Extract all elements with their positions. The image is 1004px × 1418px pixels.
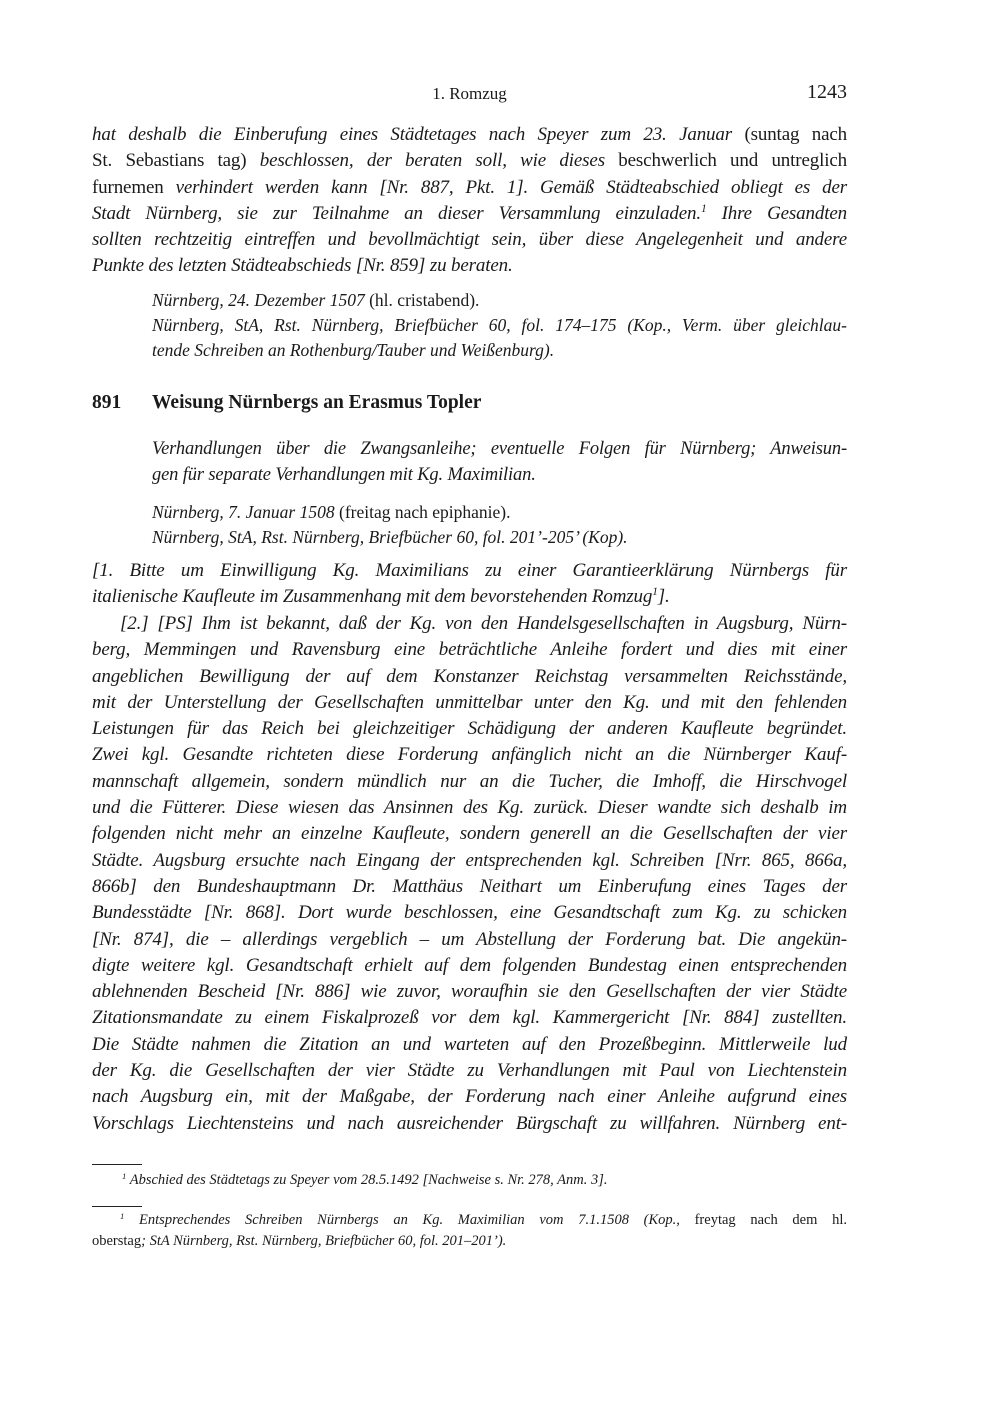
text-line [92,953,847,979]
italic-text: [2.] [PS] Ihm ist bekannt, daß der Kg. von den Handelsgesellschaften in Augsburg, Nürn- [120,613,847,634]
italic-text: Die Städte nahmen die Zitation an und warteten auf den Prozeßbeginn. Mittlerweile lud [92,1033,847,1055]
italic-text: [1. Bitte um Einwilligung Kg. Maximilians zu einer Garantieerklärung Nürnbergs für [92,560,847,581]
italic-text: tende Schreiben an Rothenburg/Tauber und Weißenburg). [152,340,555,360]
text-line [152,288,847,313]
italic-text: angeblichen Bewilligung der auf dem Konstanzer Reichstag versammelten Reichsstände, [92,665,847,687]
document-number: 891 [92,392,122,413]
text-line [92,927,847,953]
roman-text: freytag nach dem hl. [679,1212,848,1228]
document-title: Weisung Nürnbergs an Erasmus Topler [152,392,482,413]
italic-text: ]. [657,586,670,608]
italic-text: Nürnberg, 7. Januar 1508 [152,502,335,522]
text-line [92,979,847,1005]
italic-text: nach Augsburg ein, mit der Maßgabe, der Forderung nach einer Anleihe aufgrund eines [92,1086,847,1108]
roman-text: furnemen [92,176,176,198]
italic-text: berg, Memmingen und Ravensburg eine beträchtliche Anleihe fordert und dies mit einer [92,639,847,661]
italic-text: mit der Unterstellung der Gesellschaften unmittelbar unter den Kg. und mit den fehlenden [92,691,847,713]
text-line [92,1032,847,1058]
text-line [92,848,847,874]
text-line [92,1058,847,1084]
text-line [152,525,847,550]
italic-text: Nürnberg, StA, Rst. Nürnberg, Briefbücher 60, fol. 201’-205’ (Kop). [152,527,628,547]
italic-text: [Nr. 874], die – allerdings vergeblich – um Abstellung der Forderung bat. Die angekün- [92,928,847,950]
text-line [92,611,847,637]
italic-text: Stadt Nürnberg, sie zur Teilnahme an dieser Versammlung einzuladen. [92,202,701,224]
footnote-marker: 1 [122,1170,127,1181]
italic-text: italienische Kaufleute im Zusammenhang mit dem bevorstehenden Romzug [92,586,653,608]
text-line [92,584,847,610]
italic-text: Ihre Gesandten [706,202,847,224]
italic-text: Zitationsmandate zu einem Fiskalprozeß vor dem kgl. Kammergericht [Nr. 884] zustellten. [92,1007,847,1029]
footnote-marker: 1 [120,1210,125,1221]
text-line [92,664,847,690]
italic-text: mannschaft allgemein, sondern mündlich nur an die Tucher, die Imhoff, die Hirschvogel [92,770,847,792]
text-line [92,1005,847,1031]
paragraph-1 [92,558,847,611]
italic-text: Nürnberg, StA, Rst. Nürnberg, Briefbücher 60, fol. 174–175 (Kop., Verm. über gleichlau- [152,315,847,335]
italic-text: digte weitere kgl. Gesandtschaft erhielt auf dem folgenden Bundestag einen entsprechenden [92,954,847,976]
text-line [92,637,847,663]
text-line [152,338,847,363]
text-line [92,1231,847,1252]
roman-text: beschwerlich und untreglich [618,150,847,172]
text-line [92,201,847,227]
text-line [92,690,847,716]
italic-text: sollten rechtzeitig eintreffen und bevollmächtigt sein, über diese Angelegenheit und andere [92,229,847,251]
roman-text: (freitag nach epiphanie). [334,502,511,522]
italic-text: gen für separate Verhandlungen mit Kg. Maximilian. [152,465,536,486]
text-line [92,900,847,926]
text-line [152,500,847,525]
italic-text: ablehnenden Bescheid [Nr. 886] wie zuvor, woraufhin sie den Gesellschaften der vier Städte [92,981,847,1003]
roman-text: oberstag [92,1233,142,1249]
paragraph-2 [92,611,847,1137]
summary-891 [152,436,847,489]
text-line [92,874,847,900]
source-note-890 [152,288,847,363]
paragraph-intro [92,122,847,280]
italic-text: Städte. Augsburg ersuchte nach Eingang der entsprechenden kgl. Schreiben [Nrr. 865, 866a, [92,849,847,871]
text-line [92,227,847,253]
roman-text: St. Sebastians tag) [92,150,260,172]
text-line [92,716,847,742]
text-line [92,1111,847,1137]
footnote-891 [92,1210,847,1252]
italic-text: der Kg. die Gesellschaften der vier Städte zu Verhandlungen mit Paul von Liechtenstein [92,1060,847,1082]
italic-text: hat deshalb die Einberufung eines Städtetages nach Speyer zum 23. Januar [92,124,745,145]
text-line [92,253,847,279]
italic-text: Nürnberg, 24. Dezember 1507 [152,290,365,310]
italic-text: und die Fütterer. Diese wiesen das Ansinnen des Kg. zurück. Dieser wandte sich deshalb im [92,797,847,819]
italic-text: Abschied des Städtetags zu Speyer vom 28.5.1492 [Nachweise s. Nr. 278, Anm. 3]. [126,1172,608,1188]
text-line [92,821,847,847]
text-line [92,122,847,148]
text-line [92,1210,847,1231]
text-line [92,148,847,174]
text-line [152,436,847,462]
footnote-rule [92,1164,142,1165]
text-line [122,1170,847,1191]
roman-text: (suntag nach [744,124,848,145]
text-line [92,558,847,584]
italic-text: Verhandlungen über die Zwangsanleihe; eventuelle Folgen für Nürnberg; Anweisun- [152,439,847,459]
footnote-marker: 1 [652,586,658,599]
footnote-marker: 1 [700,203,707,216]
italic-text: folgenden nicht mehr an einzelne Kaufleute, sondern generell an die Gesellschaften der vier [92,823,847,845]
running-head-title: 1. Romzug [432,84,507,103]
footnote-rule [92,1206,142,1207]
italic-text: Vorschlags Liechtensteins und nach ausreichender Bürgschaft zu willfahren. Nürnberg ent- [92,1112,847,1134]
text-line [92,1084,847,1110]
text-line [92,795,847,821]
italic-text: Leistungen für das Reich bei gleichzeitiger Schädigung der anderen Kaufleute begründet. [92,718,847,740]
text-line [92,175,847,201]
text-line [152,313,847,338]
text-line [92,769,847,795]
italic-text: Zwei kgl. Gesandte richteten diese Forderung anfänglich nicht an die Nürnberger Kauf- [92,744,847,766]
italic-text: ; StA Nürnberg, Rst. Nürnberg, Briefbücher 60, fol. 201–201’). [141,1233,507,1249]
italic-text: Punkte des letzten Städteabschieds [Nr. 859] zu beraten. [92,255,513,277]
italic-text: Entsprechendes Schreiben Nürnbergs an Kg. Maximilian vom 7.1.1508 (Kop., [124,1212,680,1228]
source-note-891 [152,500,847,550]
text-line [92,742,847,768]
text-line [152,462,847,488]
italic-text: Bundesstädte [Nr. 868]. Dort wurde beschlossen, eine Gesandtschaft zum Kg. zu schicken [92,902,847,924]
italic-text: verhindert werden kann [Nr. 887, Pkt. 1]. Gemäß Städteabschied obliegt es der [175,176,848,198]
page-number: 1243 [807,81,847,103]
roman-text: (hl. cristabend). [364,290,480,310]
footnote-890 [122,1170,847,1191]
running-head [92,81,847,108]
italic-text: 866b] den Bundeshauptmann Dr. Matthäus Neithart um Einberufung eines Tages der [92,875,847,897]
italic-text: beschlossen, der beraten soll, wie dieses [259,150,619,172]
